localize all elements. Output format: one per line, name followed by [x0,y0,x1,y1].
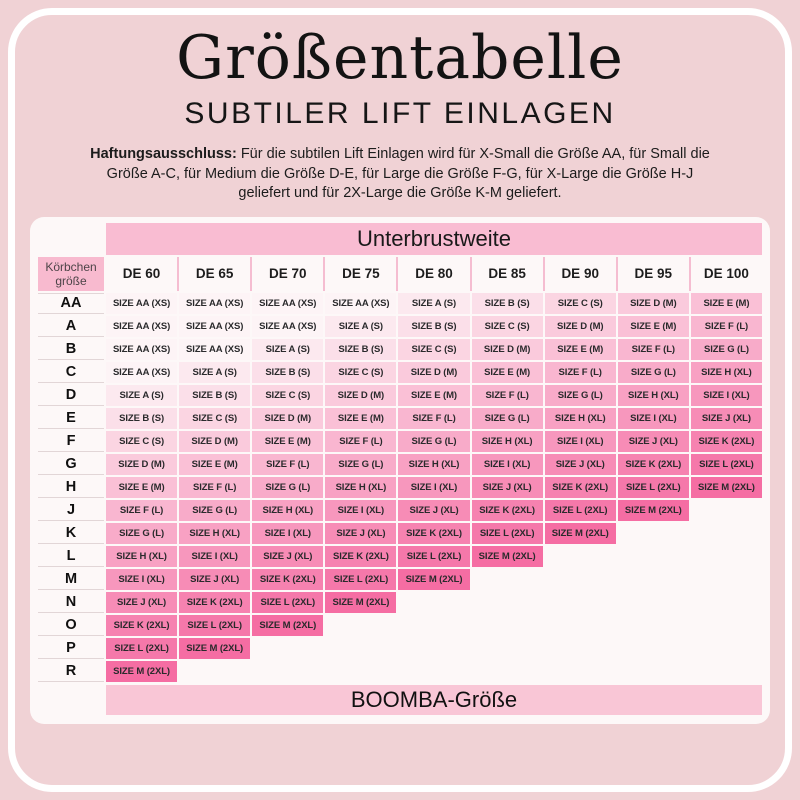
size-cell: SIZE E (M) [691,293,762,314]
size-cell: SIZE K (2XL) [325,546,396,567]
column-header: DE 60 [106,257,177,291]
row-cells [106,569,762,590]
size-cell: SIZE C (S) [106,431,177,452]
table-row [38,339,762,360]
size-cell: SIZE L (2XL) [179,615,250,636]
size-cell: SIZE K (2XL) [545,477,616,498]
row-cells [106,339,762,360]
row-label: AA [38,293,104,314]
row-label: O [38,615,104,636]
size-cell: SIZE J (XL) [179,569,250,590]
size-cell: SIZE D (M) [398,362,469,383]
table-row [38,638,762,659]
row-cells [106,546,762,567]
table-row [38,546,762,567]
size-cell: SIZE C (S) [398,339,469,360]
size-cell: SIZE C (S) [325,362,396,383]
size-table [38,293,762,682]
size-cell: SIZE D (M) [179,431,250,452]
size-cell: SIZE AA (XS) [252,293,323,314]
row-label: A [38,316,104,337]
size-cell: SIZE D (M) [325,385,396,406]
size-cell: SIZE K (2XL) [398,523,469,544]
row-label: E [38,408,104,429]
size-cell: SIZE E (M) [179,454,250,475]
size-cell: SIZE H (XL) [325,477,396,498]
column-header: DE 65 [179,257,250,291]
size-cell: SIZE L (2XL) [252,592,323,613]
row-cells [106,408,762,429]
size-cell: SIZE H (XL) [545,408,616,429]
size-cell: SIZE L (2XL) [106,638,177,659]
row-label: R [38,661,104,682]
size-cell: SIZE L (2XL) [325,569,396,590]
row-cells [106,454,762,475]
size-cell: SIZE F (L) [325,431,396,452]
row-label: F [38,431,104,452]
size-cell: SIZE G (L) [472,408,543,429]
size-cell: SIZE M (2XL) [545,523,616,544]
size-cell: SIZE J (XL) [545,454,616,475]
size-cell: SIZE J (XL) [398,500,469,521]
footer-row [38,685,762,715]
size-cell: SIZE E (M) [252,431,323,452]
size-cell: SIZE I (XL) [106,569,177,590]
size-cell: SIZE I (XL) [618,408,689,429]
size-cell: SIZE G (L) [618,362,689,383]
size-cell: SIZE D (M) [106,454,177,475]
size-cell: SIZE AA (XS) [106,293,177,314]
table-row [38,477,762,498]
size-cell: SIZE H (XL) [618,385,689,406]
size-cell: SIZE B (S) [252,362,323,383]
size-cell: SIZE AA (XS) [252,316,323,337]
size-cell: SIZE E (M) [472,362,543,383]
row-label: G [38,454,104,475]
row-label: K [38,523,104,544]
size-cell: SIZE D (M) [472,339,543,360]
size-cell: SIZE M (2XL) [252,615,323,636]
row-cells [106,316,762,337]
column-header: DE 75 [325,257,396,291]
table-row [38,661,762,682]
row-cells [106,293,762,314]
page-title: Größentabelle [176,23,624,93]
row-label: H [38,477,104,498]
size-cell: SIZE A (S) [179,362,250,383]
size-cell: SIZE M (2XL) [398,569,469,590]
row-cells [106,523,762,544]
size-cell: SIZE L (2XL) [691,454,762,475]
column-header-row [38,257,762,291]
corner-header-line1: Körbchen [45,259,97,274]
row-cells [106,615,762,636]
size-cell: SIZE F (L) [472,385,543,406]
band-header-row [38,223,762,255]
size-cell: SIZE H (XL) [398,454,469,475]
size-cell: SIZE L (2XL) [618,477,689,498]
row-cells [106,385,762,406]
size-cell: SIZE H (XL) [252,500,323,521]
size-cell: SIZE G (L) [179,500,250,521]
table-row [38,293,762,314]
size-cell: SIZE M (2XL) [325,592,396,613]
size-cell: SIZE G (L) [691,339,762,360]
size-cell: SIZE F (L) [691,316,762,337]
table-row [38,523,762,544]
size-cell: SIZE L (2XL) [545,500,616,521]
row-label: P [38,638,104,659]
boomba-size-footer: BOOMBA-Größe [106,685,762,715]
table-row [38,500,762,521]
size-cell: SIZE K (2XL) [618,454,689,475]
row-cells [106,477,762,498]
size-cell: SIZE F (L) [618,339,689,360]
row-label: J [38,500,104,521]
band-spacer [38,223,106,255]
table-row [38,362,762,383]
size-cell: SIZE C (S) [545,293,616,314]
size-cell: SIZE K (2XL) [106,615,177,636]
size-cell: SIZE M (2XL) [106,661,177,682]
size-cell: SIZE B (S) [179,385,250,406]
size-cell: SIZE G (L) [398,431,469,452]
size-cell: SIZE M (2XL) [618,500,689,521]
row-label: L [38,546,104,567]
column-headers [106,257,762,291]
column-header: DE 70 [252,257,323,291]
row-cells [106,661,762,682]
size-cell: SIZE L (2XL) [398,546,469,567]
size-cell: SIZE I (XL) [252,523,323,544]
page-subtitle: SUBTILER LIFT EINLAGEN [184,97,616,130]
size-cell: SIZE K (2XL) [179,592,250,613]
size-cell: SIZE G (L) [325,454,396,475]
underbust-band-header: Unterbrustweite [106,223,762,255]
size-cell: SIZE K (2XL) [472,500,543,521]
size-cell: SIZE C (S) [252,385,323,406]
size-cell: SIZE D (M) [618,293,689,314]
size-cell: SIZE G (L) [106,523,177,544]
cup-size-corner-header [38,257,104,291]
table-row [38,592,762,613]
size-cell: SIZE H (XL) [691,362,762,383]
disclaimer-text [80,145,720,204]
size-cell: SIZE E (M) [545,339,616,360]
row-cells [106,431,762,452]
table-row [38,316,762,337]
size-cell: SIZE M (2XL) [472,546,543,567]
size-cell: SIZE J (XL) [472,477,543,498]
size-cell: SIZE AA (XS) [325,293,396,314]
size-cell: SIZE A (S) [325,316,396,337]
disclaimer-label: Haftungsausschluss: [90,146,237,162]
row-label: M [38,569,104,590]
size-cell: SIZE AA (XS) [106,316,177,337]
row-label: C [38,362,104,383]
row-label: D [38,385,104,406]
size-cell: SIZE F (L) [106,500,177,521]
size-cell: SIZE M (2XL) [691,477,762,498]
row-cells [106,592,762,613]
size-cell: SIZE F (L) [179,477,250,498]
size-cell: SIZE F (L) [545,362,616,383]
size-cell: SIZE AA (XS) [179,316,250,337]
row-label: B [38,339,104,360]
row-cells [106,362,762,383]
column-header: DE 80 [398,257,469,291]
size-cell: SIZE A (S) [398,293,469,314]
size-cell: SIZE A (S) [252,339,323,360]
size-cell: SIZE M (2XL) [179,638,250,659]
size-cell: SIZE J (XL) [106,592,177,613]
table-row [38,431,762,452]
size-cell: SIZE AA (XS) [179,339,250,360]
size-cell: SIZE I (XL) [179,546,250,567]
table-row [38,454,762,475]
disclaimer-body: Für die subtilen Lift Einlagen wird für X-Small die Größe AA, für Small die Größe A-C, für Medium die Größe D-E, für Large die Größe F-G, für X-Large die Größe H-J geliefert und für 2X-Large die Größe K-M geliefert. [106,146,710,202]
row-label: N [38,592,104,613]
table-row [38,615,762,636]
size-cell: SIZE J (XL) [691,408,762,429]
size-cell: SIZE B (S) [472,293,543,314]
size-cell: SIZE H (XL) [106,546,177,567]
size-cell: SIZE AA (XS) [106,339,177,360]
size-cell: SIZE A (S) [106,385,177,406]
size-cell: SIZE I (XL) [691,385,762,406]
size-cell: SIZE B (S) [106,408,177,429]
size-cell: SIZE C (S) [179,408,250,429]
size-cell: SIZE E (M) [618,316,689,337]
size-cell: SIZE G (L) [252,477,323,498]
size-cell: SIZE AA (XS) [106,362,177,383]
size-cell: SIZE E (M) [106,477,177,498]
table-row [38,569,762,590]
size-cell: SIZE K (2XL) [252,569,323,590]
size-cell: SIZE H (XL) [472,431,543,452]
size-cell: SIZE L (2XL) [472,523,543,544]
size-cell: SIZE H (XL) [179,523,250,544]
column-header: DE 100 [691,257,762,291]
column-header: DE 90 [545,257,616,291]
size-cell: SIZE E (M) [325,408,396,429]
size-cell: SIZE B (S) [398,316,469,337]
size-cell: SIZE I (XL) [545,431,616,452]
size-cell: SIZE D (M) [545,316,616,337]
size-cell: SIZE G (L) [545,385,616,406]
size-cell: SIZE I (XL) [325,500,396,521]
row-cells [106,638,762,659]
size-cell: SIZE D (M) [252,408,323,429]
row-cells [106,500,762,521]
size-cell: SIZE E (M) [398,385,469,406]
size-table-card [30,217,770,724]
size-cell: SIZE AA (XS) [179,293,250,314]
table-row [38,385,762,406]
size-cell: SIZE J (XL) [252,546,323,567]
size-cell: SIZE C (S) [472,316,543,337]
size-cell: SIZE F (L) [252,454,323,475]
column-header: DE 95 [618,257,689,291]
footer-spacer [38,685,106,715]
size-cell: SIZE K (2XL) [691,431,762,452]
corner-header-line2: größe [55,273,87,288]
size-cell: SIZE J (XL) [325,523,396,544]
size-cell: SIZE I (XL) [398,477,469,498]
size-cell: SIZE J (XL) [618,431,689,452]
size-cell: SIZE I (XL) [472,454,543,475]
size-cell: SIZE F (L) [398,408,469,429]
table-row [38,408,762,429]
size-cell: SIZE B (S) [325,339,396,360]
column-header: DE 85 [472,257,543,291]
